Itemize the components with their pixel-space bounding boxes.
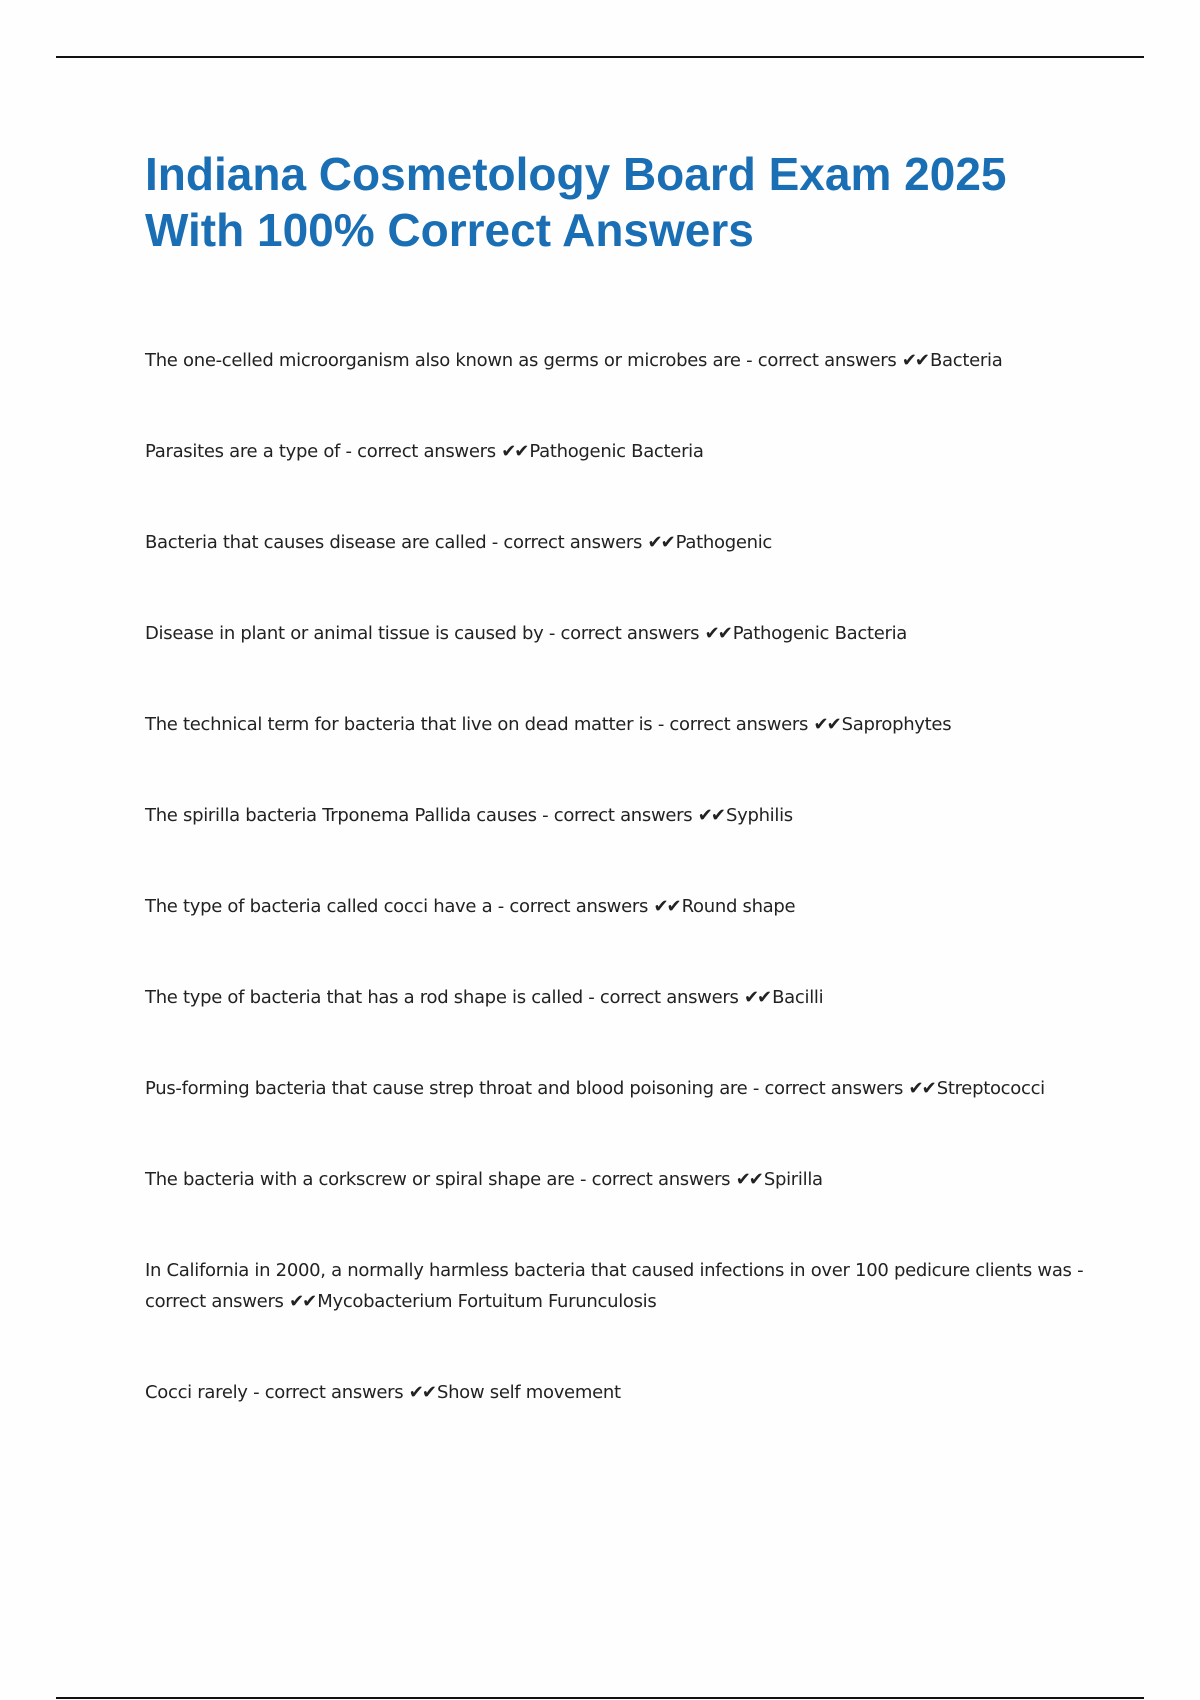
question-text: The type of bacteria that has a rod shape is called	[145, 987, 583, 1008]
answer-text: Streptococci	[936, 1078, 1045, 1099]
question-text: Parasites are a type of	[145, 441, 341, 462]
separator-text: - correct answers	[746, 350, 897, 371]
separator-text: - correct answers	[752, 1078, 904, 1099]
answer-text: Mycobacterium Fortuitum Furunculosis	[317, 1291, 657, 1312]
double-check-icon: ✔✔	[813, 714, 840, 735]
question-text: The bacteria with a corkscrew or spiral shape are	[145, 1169, 575, 1190]
double-check-icon: ✔✔	[704, 623, 731, 644]
double-check-icon: ✔✔	[289, 1291, 316, 1312]
answer-text: Saprophytes	[841, 714, 952, 735]
double-check-icon: ✔✔	[501, 441, 528, 462]
answer-text: Pathogenic	[675, 532, 773, 553]
double-check-icon: ✔✔	[697, 805, 724, 826]
answer-text: Pathogenic Bacteria	[732, 623, 908, 644]
qa-item	[145, 982, 1085, 1013]
question-text: In California in 2000, a normally harmless bacteria that caused infections in over 100 pedicure clients was	[145, 1260, 1072, 1281]
double-check-icon: ✔✔	[735, 1169, 762, 1190]
question-text: Disease in plant or animal tissue is caused by	[145, 623, 544, 644]
separator-text: - correct answers	[580, 1169, 731, 1190]
document-title: Indiana Cosmetology Board Exam 2025 With 100% Correct Answers	[145, 148, 1007, 256]
qa-item	[145, 436, 1085, 467]
qa-item	[145, 709, 1085, 740]
separator-text: - correct answers	[588, 987, 739, 1008]
qa-item	[145, 1164, 1085, 1195]
separator-text: - correct answers	[345, 441, 496, 462]
question-text: The type of bacteria called cocci have a	[145, 896, 493, 917]
separator-text: - correct answers	[657, 714, 809, 735]
question-text: The technical term for bacteria that live on dead matter is	[145, 714, 653, 735]
separator-text: - correct answers	[253, 1382, 404, 1403]
qa-item	[145, 891, 1085, 922]
separator-text: - correct answers	[497, 896, 649, 917]
qa-list	[145, 345, 1085, 1468]
separator-text: - correct answers	[145, 1260, 1084, 1312]
qa-item	[145, 1377, 1085, 1408]
footer-rule	[56, 1697, 1144, 1699]
qa-item	[145, 800, 1085, 831]
question-text: Cocci rarely	[145, 1382, 248, 1403]
double-check-icon: ✔✔	[908, 1078, 935, 1099]
answer-text: Bacilli	[772, 987, 824, 1008]
question-text: The one-celled microorganism also known as germs or microbes are	[145, 350, 741, 371]
question-text: Pus-forming bacteria that cause strep throat and blood poisoning are	[145, 1078, 748, 1099]
answer-text: Pathogenic Bacteria	[529, 441, 704, 462]
question-text: Bacteria that causes disease are called	[145, 532, 487, 553]
question-text: The spirilla bacteria Trponema Pallida causes	[145, 805, 537, 826]
qa-item	[145, 527, 1085, 558]
double-check-icon: ✔✔	[408, 1382, 435, 1403]
double-check-icon: ✔✔	[743, 987, 771, 1008]
qa-item	[145, 1073, 1085, 1104]
separator-text: - correct answers	[542, 805, 693, 826]
answer-text: Bacteria	[930, 350, 1003, 371]
separator-text: - correct answers	[548, 623, 700, 644]
double-check-icon: ✔✔	[647, 532, 674, 553]
header-rule	[56, 56, 1144, 58]
double-check-icon: ✔✔	[653, 896, 680, 917]
answer-text: Spirilla	[763, 1169, 823, 1190]
qa-item	[145, 618, 1085, 649]
answer-text: Round shape	[681, 896, 796, 917]
answer-text: Syphilis	[725, 805, 793, 826]
qa-item	[145, 1255, 1085, 1317]
qa-item	[145, 345, 1085, 376]
double-check-icon: ✔✔	[901, 350, 928, 371]
separator-text: - correct answers	[491, 532, 643, 553]
answer-text: Show self movement	[436, 1382, 621, 1403]
